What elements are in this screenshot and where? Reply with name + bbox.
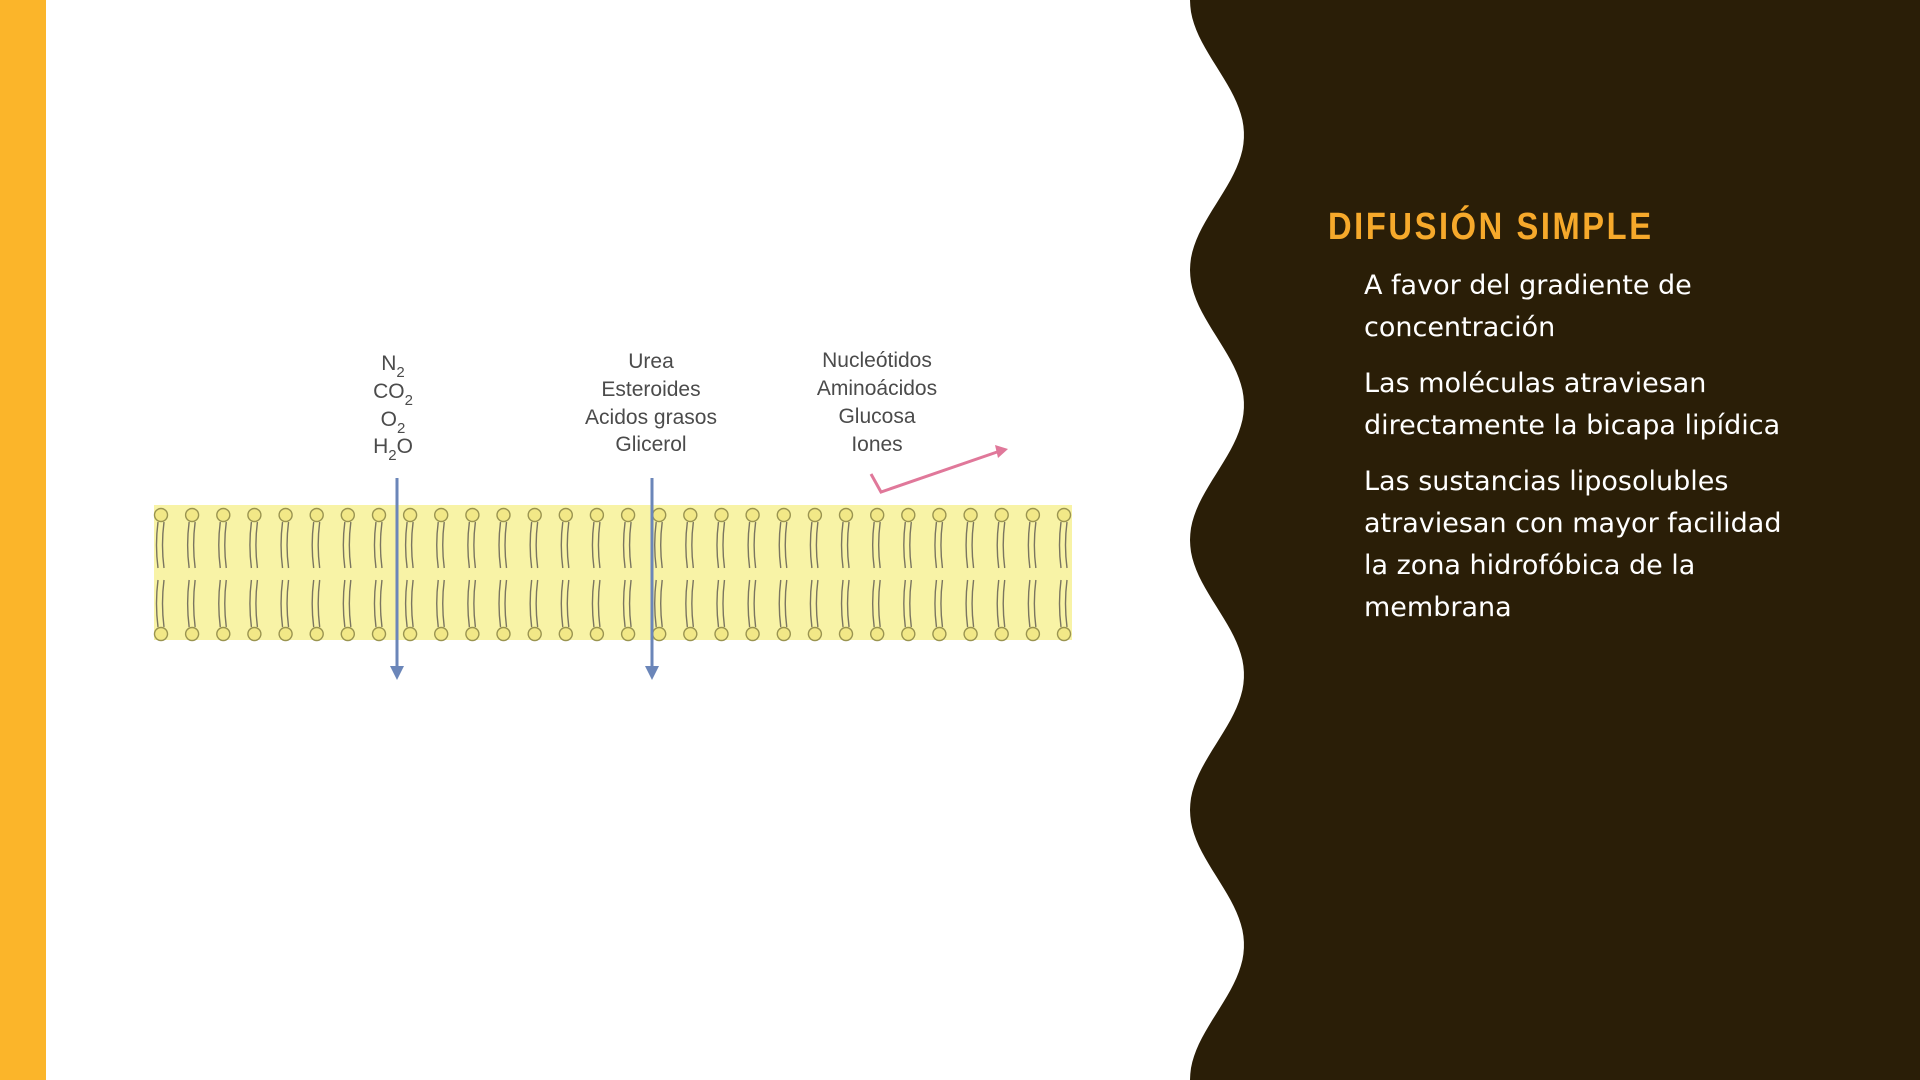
label-aminoacidos: Aminoácidos xyxy=(816,377,938,400)
label-co2: $CO_2$ xyxy=(373,380,413,409)
lipid-head xyxy=(248,509,261,522)
lipid-head xyxy=(248,628,261,641)
lipid-head xyxy=(1058,509,1071,522)
label-group-polar xyxy=(817,349,937,456)
label-glucosa: Glucosa xyxy=(838,405,916,428)
lipid-head xyxy=(933,628,946,641)
lipid-head xyxy=(590,509,603,522)
lipid-head xyxy=(1058,628,1071,641)
lipid-head xyxy=(528,628,541,641)
lipid-head xyxy=(964,509,977,522)
lipid-head xyxy=(559,509,572,522)
lipid-head xyxy=(186,628,199,641)
lipid-head xyxy=(995,509,1008,522)
lipid-head xyxy=(404,509,417,522)
lipid-head xyxy=(466,628,479,641)
lipid-head xyxy=(840,628,853,641)
lipid-head xyxy=(341,509,354,522)
lipid-head xyxy=(808,628,821,641)
lipid-head xyxy=(155,628,168,641)
lipid-head xyxy=(995,628,1008,641)
lipid-head xyxy=(933,509,946,522)
label-h2o: $H_2O$ xyxy=(373,435,413,464)
lipid-head xyxy=(217,628,230,641)
lipid-head xyxy=(559,628,572,641)
lipid-head xyxy=(217,509,230,522)
bullet-item: Las moléculas atraviesan directamente la bicapa lipídica xyxy=(1364,368,1781,441)
bullet-list xyxy=(1328,265,1848,629)
lipid-head xyxy=(497,628,510,641)
lipid-head xyxy=(310,509,323,522)
lipid-head xyxy=(871,509,884,522)
label-group-gases xyxy=(373,352,413,464)
lipid-head xyxy=(497,509,510,522)
lipid-bilayer-band xyxy=(154,505,1072,640)
lipid-head xyxy=(404,628,417,641)
lipid-head xyxy=(684,509,697,522)
lipid-head xyxy=(341,628,354,641)
label-nucleotidos: Nucleótidos xyxy=(822,349,932,372)
lipid-head xyxy=(310,628,323,641)
lipid-head xyxy=(590,628,603,641)
lipid-head xyxy=(466,509,479,522)
lipid-head xyxy=(653,509,666,522)
lipid-head xyxy=(186,509,199,522)
lipid-head xyxy=(279,628,292,641)
lipid-head xyxy=(435,509,448,522)
lipid-head xyxy=(746,509,759,522)
lipid-head xyxy=(155,509,168,522)
text-panel xyxy=(1328,206,1848,643)
label-n2: $N_2$ xyxy=(381,352,405,381)
lipid-head xyxy=(1026,628,1039,641)
label-glicerol: Glicerol xyxy=(615,433,687,456)
label-urea: Urea xyxy=(628,350,674,373)
lipid-head xyxy=(528,509,541,522)
lipid-head xyxy=(746,628,759,641)
lipid-head xyxy=(279,509,292,522)
lipid-head xyxy=(902,509,915,522)
lipid-head xyxy=(622,509,635,522)
label-group-lipid-soluble xyxy=(585,350,717,456)
lipid-head xyxy=(777,628,790,641)
slide-title: DIFUSIÓN SIMPLE xyxy=(1328,206,1654,248)
label-acidos-grasos: Acidos grasos xyxy=(585,406,717,429)
lipid-head xyxy=(373,628,386,641)
lipid-head xyxy=(373,509,386,522)
lipid-head xyxy=(777,509,790,522)
label-esteroides: Esteroides xyxy=(601,378,701,401)
lipid-head xyxy=(715,509,728,522)
bullet-item: Las sustancias liposolubles atraviesan con mayor facilidad la zona hidrofóbica de la membrana xyxy=(1364,466,1782,623)
lipid-head xyxy=(622,628,635,641)
lipid-head xyxy=(715,628,728,641)
lipid-head xyxy=(840,509,853,522)
label-iones: Iones xyxy=(851,433,903,456)
lipid-head xyxy=(684,628,697,641)
lipid-head xyxy=(435,628,448,641)
lipid-head xyxy=(1026,509,1039,522)
lipid-head xyxy=(902,628,915,641)
lipid-head xyxy=(964,628,977,641)
label-o2: $O_2$ xyxy=(380,408,406,437)
lipid-head xyxy=(653,628,666,641)
bullet-item: A favor del gradiente de concentración xyxy=(1364,270,1692,343)
lipid-head xyxy=(871,628,884,641)
lipid-head xyxy=(808,509,821,522)
